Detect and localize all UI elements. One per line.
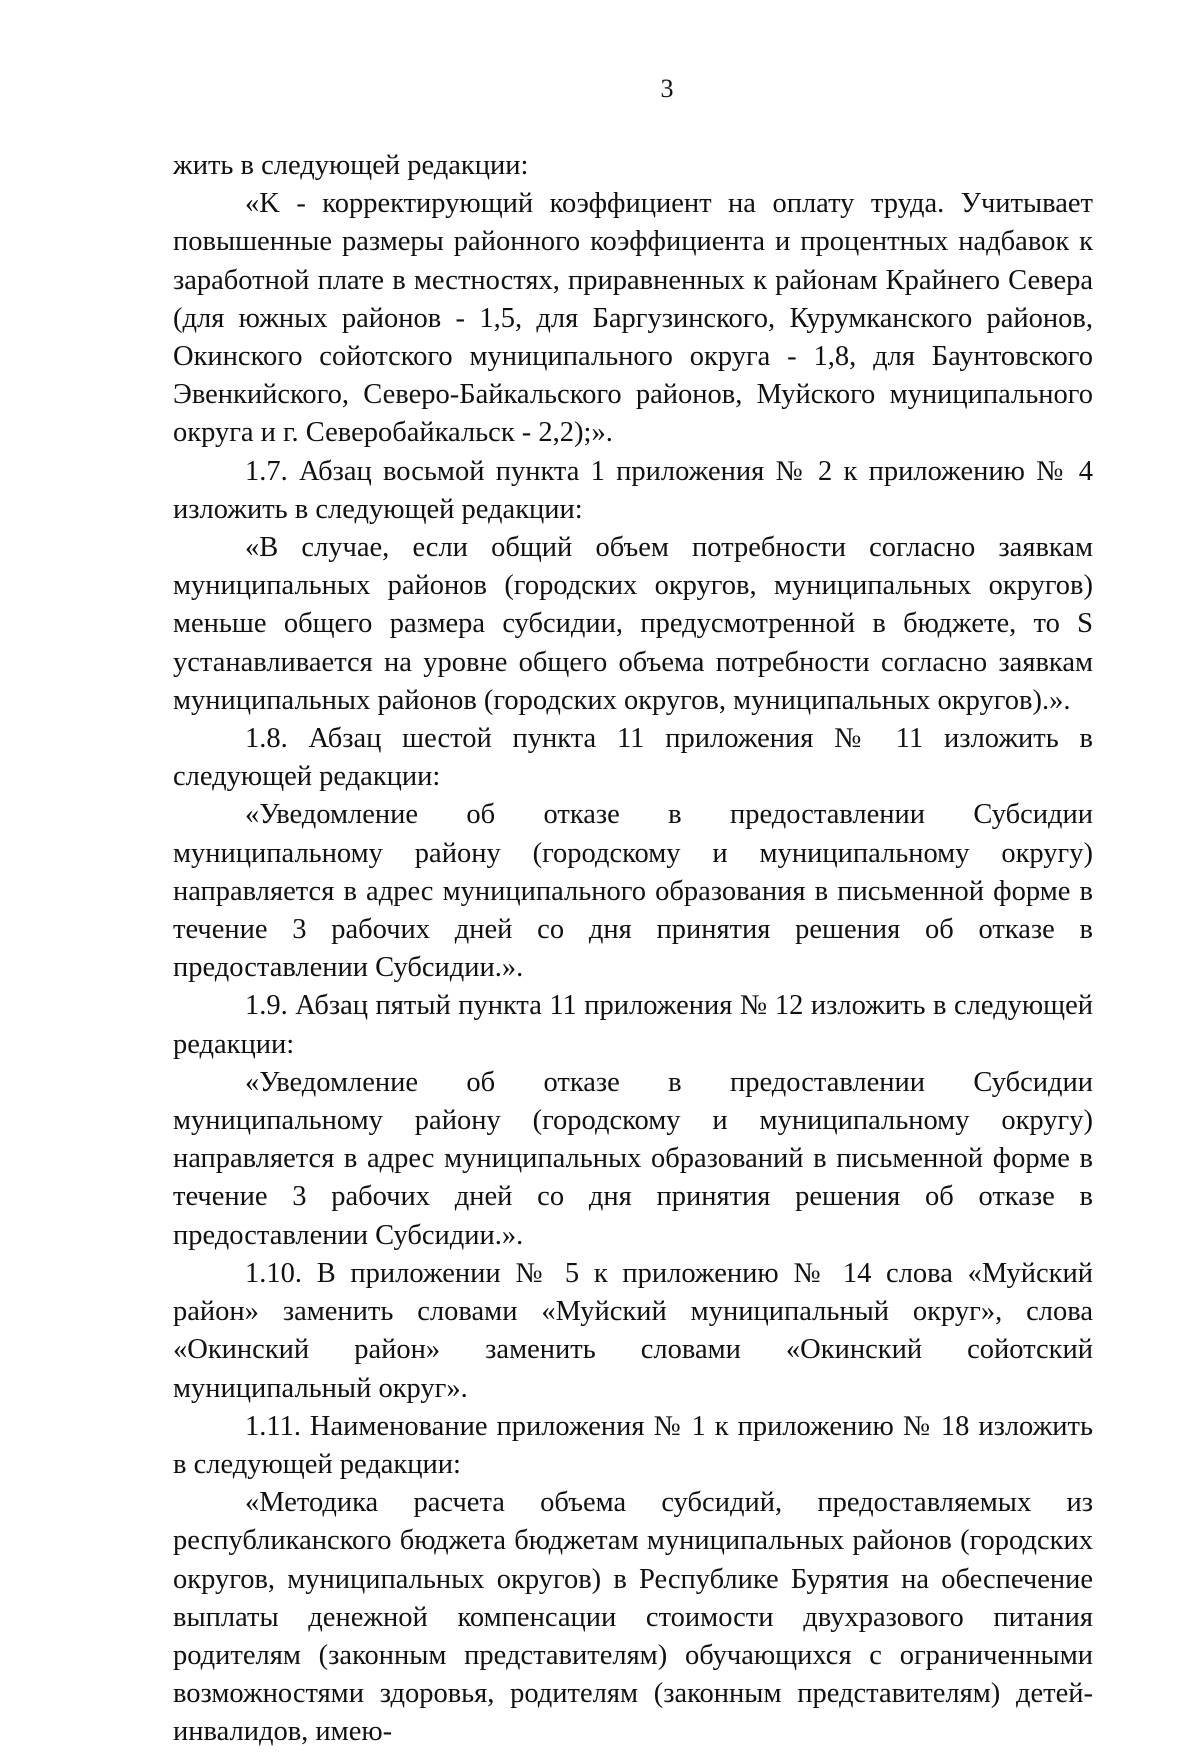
page-number: 3 [660, 74, 674, 103]
paragraph: 1.8. Абзац шестой пункта 11 приложения № 11 изложить в следующей редакции: [173, 723, 1093, 793]
document-body [173, 147, 1093, 1752]
paragraph: «Уведомление об отказе в предоставлении Субсидии муниципальному району (городскому и муниципальному округу) направляется в адрес муниципального образования в письменной форме в течение 3 рабочих дней со дня принятия решения об отказе в предоставлении Субсидии.». [173, 799, 1093, 984]
paragraph: 1.9. Абзац пятый пункта 11 приложения № 12 изложить в следующей редакции: [173, 990, 1093, 1060]
paragraph: 1.7. Абзац восьмой пункта 1 приложения № 2 к приложению № 4 изложить в следующей редакции: [173, 455, 1093, 525]
paragraph: 1.10. В приложении № 5 к приложению № 14 слова «Муйский район» заменить словами «Муйский муниципальный округ», слова «Окинский район» заменить словами «Окинский сойотский муниципальный округ». [173, 1257, 1093, 1404]
paragraph: 1.11. Наименование приложения № 1 к приложению № 18 изложить в следующей редакции: [173, 1410, 1093, 1480]
paragraph: «Методика расчета объема субсидий, предоставляемых из республиканского бюджета бюджетам муниципальных районов (городских округов, муниципальных округов) в Республике Бурятия на обеспечение выплаты денежной компенсации стоимости двухразового питания родителям (законным представителям) обучающихся с ограниченными возможностями здоровья, родителям (законным представителям) детей-инвалидов, имею- [173, 1487, 1093, 1748]
paragraph: жить в следующей редакции: [173, 150, 529, 181]
paragraph: «Уведомление об отказе в предоставлении Субсидии муниципальному району (городскому и муниципальному округу) направляется в адрес муниципальных образований в письменной форме в течение 3 рабочих дней со дня принятия решения об отказе в предоставлении Субсидии.». [173, 1066, 1093, 1251]
paragraph: «K - корректирующий коэффициент на оплату труда. Учитывает повышенные размеры районного коэффициента и процентных надбавок к заработной плате в местностях, приравненных к районам Крайнего Севера (для южных районов - 1,5, для Баргузинского, Курумканского районов, Окинского сойотского муниципального округа - 1,8, для Баунтовского Эвенкийского, Северо-Байкальского районов, Муйского муниципального округа и г. Северобайкальск - 2,2);». [173, 188, 1093, 449]
paragraph: «В случае, если общий объем потребности согласно заявкам муниципальных районов (городских округов, муниципальных округов) меньше общего размера субсидии, предусмотренной в бюджете, то S устанавливается на уровне общего объема потребности согласно заявкам муниципальных районов (городских округов, муниципальных округов).». [173, 532, 1093, 716]
